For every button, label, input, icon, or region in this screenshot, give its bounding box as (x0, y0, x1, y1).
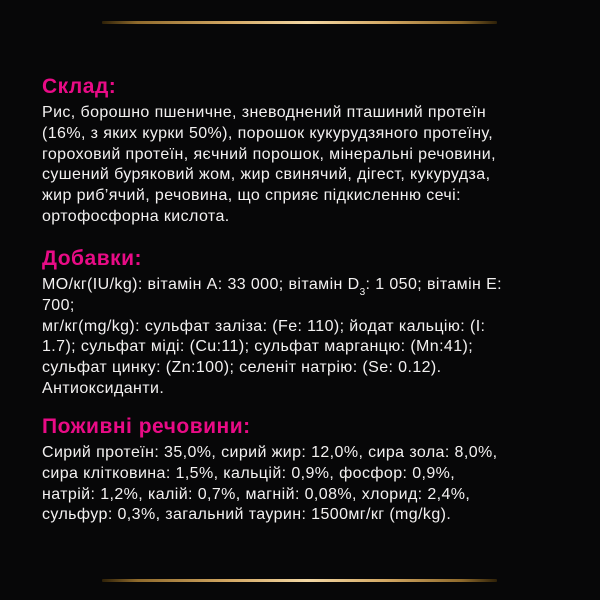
text-line: сира клітковина: 1,5%, кальцій: 0,9%, фосфор: 0,9%, (42, 464, 456, 482)
vitamin-line-pre: МО/кг(IU/kg): вітамін A: 33 000; вітамін D (42, 276, 360, 293)
composition-heading: Склад: (42, 75, 117, 98)
text-line: ортофосфорна кислота. (42, 207, 230, 225)
text-line: (16%, з яких курки 50%), порошок кукурудзяного протеїну, (42, 124, 494, 142)
composition-body (42, 103, 572, 228)
text-line: Рис, борошно пшеничне, зневоднений пташиний протеїн (42, 104, 487, 121)
text-line: натрій: 1,2%, калій: 0,7%, магній: 0,08%, хлорид: 2,4%, (42, 485, 471, 503)
text-line: 700; (42, 296, 75, 314)
text-line-vitamins (42, 275, 572, 299)
text-line: гороховий протеїн, яєчний порошок, мінеральні речовини, (42, 145, 496, 163)
gold-divider-top (102, 21, 497, 24)
section-nutrients (42, 414, 572, 526)
text-line: Антиоксиданти. (42, 379, 165, 397)
nutrients-body (42, 443, 572, 526)
additives-body (42, 275, 572, 400)
vitamin-line-post: : 1 050; вітамін E: (365, 276, 503, 293)
gold-divider-bottom (102, 579, 497, 582)
text-line: сульфур: 0,3%, загальний таурин: 1500мг/кг (mg/kg). (42, 506, 452, 524)
text-line: сушений буряковий жом, жир свинячий, дігест, кукурудза, (42, 166, 491, 184)
text-line: мг/кг(mg/kg): сульфат заліза: (Fe: 110); йодат кальцію: (I: (42, 317, 486, 335)
text-line: сульфат цинку: (Zn:100); селеніт натрію: (Se: 0.12). (42, 359, 442, 377)
nutrients-heading: Поживні речовини: (42, 415, 251, 438)
section-composition (42, 74, 572, 228)
section-additives (42, 246, 572, 400)
text-line: Сирий протеїн: 35,0%, сирий жир: 12,0%, сира зола: 8,0%, (42, 444, 498, 461)
additives-heading: Добавки: (42, 247, 143, 270)
vitamin-d3-subscript: 3 (359, 287, 366, 299)
text-line: 1.7); сульфат міді: (Cu:11); сульфат марганцю: (Mn:41); (42, 338, 474, 356)
text-line: жир риб’ячий, речовина, що сприяє підкисленню сечі: (42, 187, 461, 205)
